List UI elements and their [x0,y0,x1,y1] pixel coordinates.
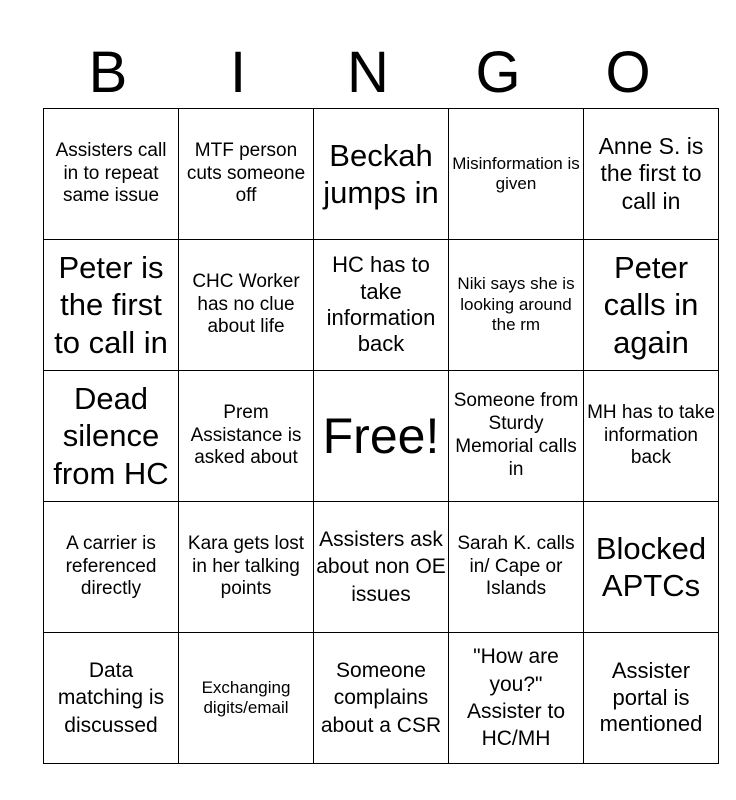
board-row [44,633,719,764]
board-row [44,240,719,371]
bingo-cell[interactable]: CHC Worker has no clue about life [179,240,314,371]
bingo-cell[interactable]: MH has to take information back [584,371,719,502]
bingo-cell[interactable]: Peter calls in again [584,240,719,371]
bingo-cell[interactable]: Exchanging digits/email [179,633,314,764]
header-letter-n: N [347,40,389,105]
free-space-cell[interactable]: Free! [314,371,449,502]
bingo-cell[interactable]: A carrier is referenced directly [44,502,179,633]
bingo-cell[interactable]: Misinformation is given [449,109,584,240]
bingo-cell[interactable]: Beckah jumps in [314,109,449,240]
bingo-cell[interactable]: Sarah K. calls in/ Cape or Islands [449,502,584,633]
bingo-cell[interactable]: Someone from Sturdy Memorial calls in [449,371,584,502]
header-letter-b: B [88,40,128,105]
bingo-cell[interactable]: Anne S. is the first to call in [584,109,719,240]
bingo-cell[interactable]: MTF person cuts someone off [179,109,314,240]
bingo-board [43,108,719,764]
bingo-cell[interactable]: HC has to take information back [314,240,449,371]
header-letter-o: O [605,40,651,105]
header-letter-g: G [475,40,521,105]
bingo-cell[interactable]: Someone complains about a CSR [314,633,449,764]
header-letter-i: I [229,40,247,105]
bingo-cell[interactable]: Assister portal is mentioned [584,633,719,764]
bingo-cell[interactable]: Blocked APTCs [584,502,719,633]
bingo-cell[interactable]: Assisters ask about non OE issues [314,502,449,633]
bingo-cell[interactable]: Kara gets lost in her talking points [179,502,314,633]
bingo-cell[interactable]: Peter is the first to call in [44,240,179,371]
bingo-cell[interactable]: Dead silence from HC [44,371,179,502]
bingo-cell[interactable]: Assisters call in to repeat same issue [44,109,179,240]
bingo-cell[interactable]: Data matching is discussed [44,633,179,764]
bingo-cell[interactable]: Niki says she is looking around the rm [449,240,584,371]
board-row [44,109,719,240]
bingo-cell[interactable]: "How are you?" Assister to HC/MH [449,633,584,764]
board-row [44,502,719,633]
bingo-cell[interactable]: Prem Assistance is asked about [179,371,314,502]
bingo-header [43,40,693,106]
board-row [44,371,719,502]
